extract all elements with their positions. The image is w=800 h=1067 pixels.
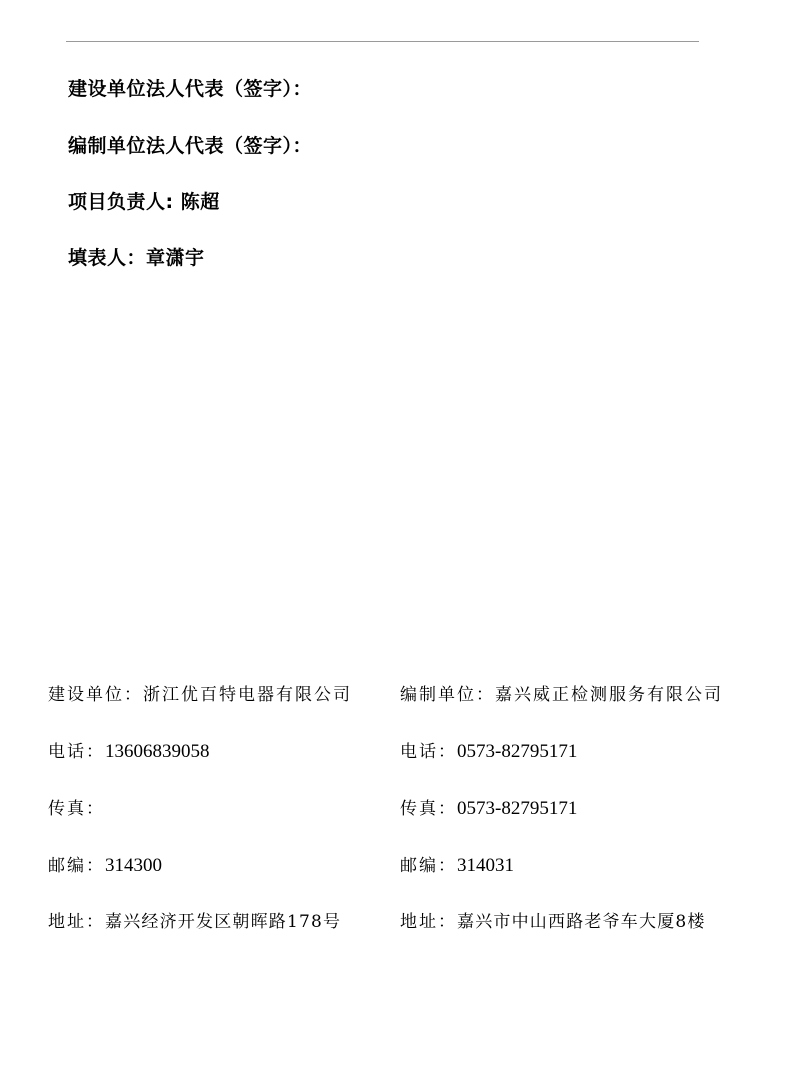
compiling-unit-value: 嘉兴威正检测服务有限公司 (495, 685, 723, 705)
compiling-unit-row (400, 680, 723, 705)
project-lead-name: 陈超 (180, 191, 220, 213)
compiler-rep-signature-line (68, 131, 312, 158)
header-rule (66, 41, 699, 42)
construction-address-row (48, 907, 341, 932)
compiling-address-label: 地址： (400, 912, 457, 932)
compiling-fax-label: 传真： (400, 799, 457, 819)
construction-address-label: 地址： (48, 912, 105, 932)
compiling-phone-value: 0573-82795171 (457, 741, 578, 762)
construction-phone-label: 电话： (48, 742, 105, 762)
compiler-rep-label: 编制单位法人代表（签字）： (68, 135, 313, 157)
compiling-postcode-label: 邮编： (400, 856, 457, 876)
construction-rep-label: 建设单位法人代表（签字）： (68, 78, 313, 100)
compiling-unit-label: 编制单位： (400, 685, 495, 705)
compiling-address-value: 嘉兴市中山西路老爷车大厦8楼 (457, 912, 706, 932)
construction-postcode-label: 邮编： (48, 856, 105, 876)
construction-unit-row (48, 680, 352, 705)
compiling-phone-row (400, 737, 577, 763)
construction-phone-row (48, 737, 210, 763)
compiling-postcode-value: 314031 (457, 855, 514, 876)
compiling-fax-value: 0573-82795171 (457, 798, 578, 819)
compiling-fax-row (400, 794, 577, 820)
construction-unit-value: 浙江优百特电器有限公司 (143, 685, 352, 705)
filler-label: 填表人： (68, 247, 147, 269)
compiling-address-row (400, 907, 706, 932)
construction-fax-row (48, 794, 105, 820)
construction-unit-label: 建设单位： (48, 685, 143, 705)
compiling-phone-label: 电话： (400, 742, 457, 762)
construction-fax-label: 传真： (48, 799, 105, 819)
construction-postcode-row (48, 851, 162, 877)
construction-postcode-value: 314300 (105, 855, 162, 876)
compiling-postcode-row (400, 851, 514, 877)
filler-name: 章潇宇 (146, 247, 205, 269)
construction-rep-signature-line (68, 74, 312, 101)
project-lead-label: 项目负责人: (68, 191, 174, 213)
construction-phone-value: 13606839058 (105, 741, 210, 762)
project-lead-line (68, 187, 220, 214)
filler-line (68, 243, 205, 270)
construction-address-value: 嘉兴经济开发区朝晖路178号 (105, 912, 342, 932)
